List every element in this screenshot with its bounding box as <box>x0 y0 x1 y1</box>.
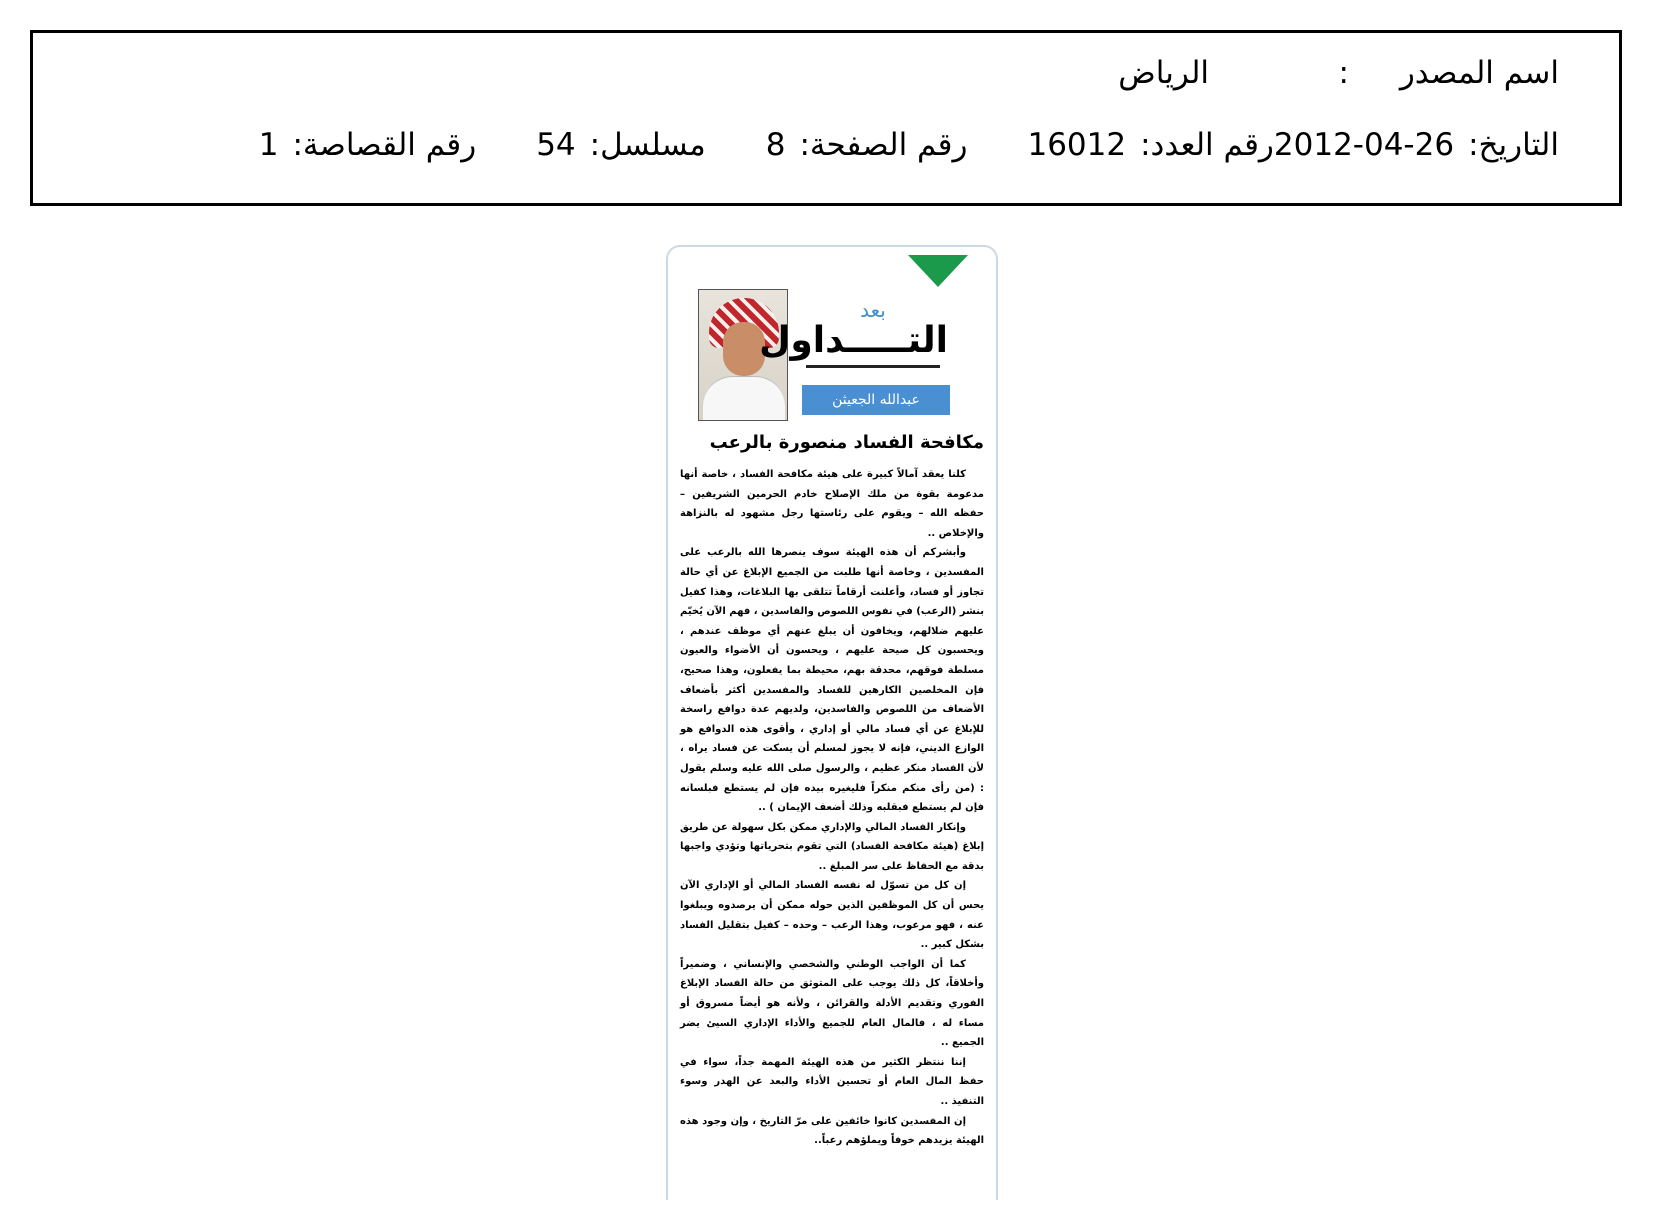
issue-value: 16012 <box>1027 127 1127 163</box>
column-title <box>759 298 948 368</box>
serial-value: 54 <box>536 127 576 163</box>
page-field <box>766 127 968 163</box>
issue-field <box>1027 127 1273 163</box>
paragraph: إن المفسدين كانوا خائفين على مرّ التاريخ ، وإن وجود هذه الهيئة يزيدهم خوفاً ويملؤهم رعباً.. <box>680 1115 984 1147</box>
date-field <box>1274 127 1559 163</box>
clip-value: 1 <box>258 127 279 163</box>
date-value: 2012-04-26 <box>1273 127 1455 163</box>
serial-label: مسلسل: <box>589 127 706 163</box>
page-label: رقم الصفحة: <box>799 127 968 163</box>
paragraph: وإنكار الفساد المالي والإداري ممكن بكل سهولة عن طريق إبلاغ (هيئة مكافحة الفساد) التي تقوم بتحرياتها وتؤدي واجبها بدقة مع الحفاظ على سر المبلغ .. <box>680 821 984 872</box>
article-headline: مكافحة الفساد منصورة بالرعب <box>709 432 984 453</box>
serial-field <box>536 127 706 163</box>
details-line <box>199 127 1559 163</box>
article-body <box>680 465 984 1151</box>
green-triangle-icon <box>908 255 968 287</box>
paragraph: كلنا يعقد آمالاً كبيرة على هيئة مكافحة الفساد ، خاصة أنها مدعومة بقوة من ملك الإصلاح خادم الحرمين الشريفين – حفظه الله – ويقوم على رئاستها رجل مشهود له بالنزاهة والإخلاص .. <box>680 469 984 539</box>
article-clipping <box>666 245 998 1200</box>
column-title-big: التـــــداول <box>759 320 948 361</box>
column-title-small: بعد <box>860 298 886 322</box>
clip-field <box>259 127 476 163</box>
date-label: التاريخ: <box>1468 127 1559 163</box>
paragraph: إننا ننتظر الكثير من هذه الهيئة المهمة جداً، سواء في حفظ المال العام أو تحسين الأداء والبعد عن الهدر وسوء التنفيذ .. <box>680 1056 984 1107</box>
source-line <box>1118 55 1559 91</box>
source-label: اسم المصدر <box>1399 55 1559 91</box>
issue-label: رقم العدد: <box>1140 127 1274 163</box>
source-value: الرياض <box>1118 55 1209 91</box>
source-colon: : <box>1338 55 1349 91</box>
paragraph: إن كل من تسوّل له نفسه الفساد المالي أو الإداري الآن يحس أن كل الموظفين الذين حوله ممكن أن يرصدوه ويبلغوا عنه ، فهو مرعوب، وهذا الرعب – وحده – كفيل بتقليل الفساد بشكل كبير .. <box>680 880 984 951</box>
thobe-shape <box>703 376 785 421</box>
clip-label: رقم القصاصة: <box>292 127 477 163</box>
column-title-rule <box>806 365 940 368</box>
page-value: 8 <box>765 127 786 163</box>
author-name: عبدالله الجعيثن <box>802 385 950 415</box>
metadata-box <box>30 30 1622 206</box>
paragraph: كما أن الواجب الوطني والشخصي والإنساني ، وضميراً وأخلاقاً، كل ذلك يوجب على المتوثق من حالة الفساد الإبلاغ الفوري وتقديم الأدلة والقرائن ، ولأنه هو أيضاً مسروق أو مساء له ، فالمال العام للجميع والأداء الإداري السيئ يضر الجميع .. <box>680 958 984 1049</box>
paragraph: وأبشركم أن هذه الهيئة سوف ينصرها الله بالرعب على المفسدين ، وخاصة أنها طلبت من الجميع الإبلاغ عن أي حالة تجاوز أو فساد، وأعلنت أرقاماً تتلقى بها البلاغات، وهذا كفيل بنشر (الرعب) في نفوس اللصوص والفاسدين ، فهم الآن يُخيّم عليهم ضلالهم، ويخافون أن يبلغ عنهم أي موظف عندهم ، ويحسبون كل صيحة عليهم ، ويحسون أن الأضواء والعيون مسلطة فوقهم، محدقة بهم، محيطة بما يفعلون، وهذا صحيح، فإن المخلصين الكارهين للفساد والمفسدين أكثر بأضعاف الأضعاف من اللصوص والفاسدين، ولديهم عدة دوافع راسخة للإبلاغ عن أي فساد مالي أو إداري ، وأقوى هذه الدوافع هو الوازع الديني، فإنه لا يجوز لمسلم أن يسكت عن فساد يراه ، لأن الفساد منكر عظيم ، والرسول صلى الله عليه وسلم يقول : (من رأى منكم منكراً فليغيره بيده فإن لم يستطع فبلسانه فإن لم يستطع فبقلبه وذلك أضعف الإيمان ) .. <box>680 547 984 814</box>
